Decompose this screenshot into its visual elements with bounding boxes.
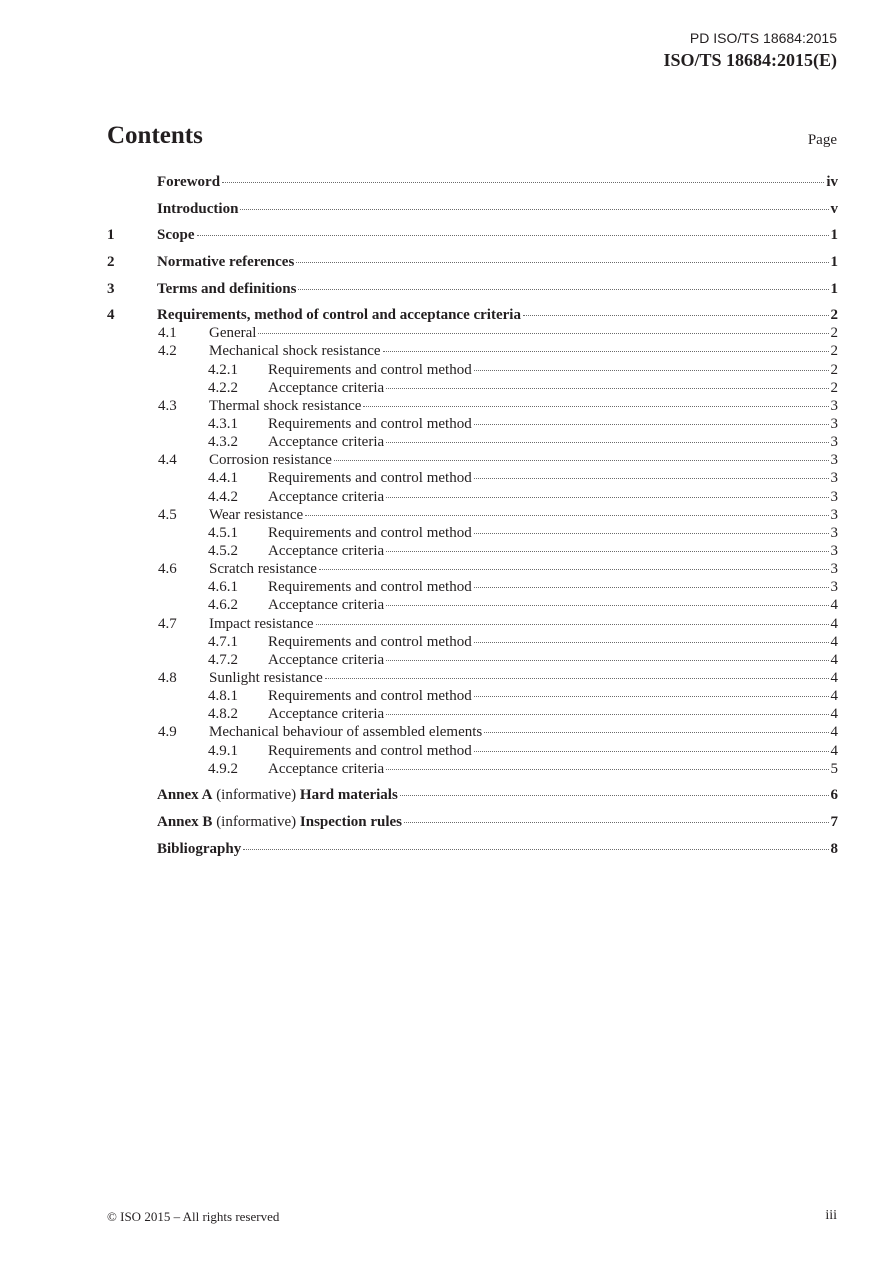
toc-entry-page: 3 xyxy=(830,543,838,560)
toc-entry-number: 4.7 xyxy=(158,615,177,632)
toc-entry-label xyxy=(268,488,384,506)
toc-entry-label xyxy=(268,361,472,379)
toc-entry[interactable] xyxy=(107,506,838,524)
toc-entry-label xyxy=(157,280,296,298)
toc-entry-title: Requirements and control method xyxy=(268,579,472,596)
toc-entry-label xyxy=(209,451,332,469)
dot-leader xyxy=(474,692,829,697)
toc-entry-title: Requirements and control method xyxy=(268,688,472,705)
toc-entry-title: Foreword xyxy=(157,174,221,190)
toc-entry-label xyxy=(268,687,472,705)
dot-leader xyxy=(222,178,824,183)
toc-entry-label xyxy=(209,560,317,578)
toc-entry-label xyxy=(157,813,402,831)
dot-leader xyxy=(386,438,828,443)
toc-entry[interactable] xyxy=(107,813,838,831)
toc-entry-page: 3 xyxy=(830,416,838,433)
toc-entry[interactable] xyxy=(107,651,838,669)
toc-entry-page: 3 xyxy=(830,452,838,469)
toc-entry-page: 7 xyxy=(830,814,838,830)
toc-entry-page: 4 xyxy=(830,670,838,687)
toc-entry-label xyxy=(157,840,241,858)
toc-entry-page: 4 xyxy=(830,724,838,741)
dot-leader xyxy=(386,710,828,715)
toc-entry-page: 5 xyxy=(830,760,838,777)
toc-entry-label xyxy=(157,173,220,191)
toc-entry-page: 4 xyxy=(830,597,838,614)
toc-entry-page: v xyxy=(830,200,838,217)
toc-entry-title: Requirements and control method xyxy=(268,524,472,541)
dot-leader xyxy=(474,529,829,534)
toc-entry[interactable] xyxy=(107,705,838,723)
toc-entry-label xyxy=(157,306,521,324)
toc-entry-label xyxy=(268,379,384,397)
toc-entry-page: 2 xyxy=(830,325,838,342)
dot-leader xyxy=(298,285,828,290)
toc-entry-title: Mechanical shock resistance xyxy=(209,343,381,360)
dot-leader xyxy=(316,620,829,625)
toc-entry-label xyxy=(209,397,361,415)
toc-entry-annex-type: (informative) xyxy=(212,814,300,830)
toc-entry-number: 3 xyxy=(107,280,115,297)
toc-entry-label xyxy=(268,633,472,651)
toc-entry[interactable] xyxy=(107,742,838,760)
toc-entry-page: 3 xyxy=(830,470,838,487)
toc-entry-label xyxy=(268,742,472,760)
page-number: iii xyxy=(825,1208,837,1223)
toc-entry-title: Scope xyxy=(157,227,195,244)
toc-entry-title: Wear resistance xyxy=(209,506,304,523)
dot-leader xyxy=(474,638,829,643)
dot-leader xyxy=(474,474,829,479)
toc-entry-title: Acceptance criteria xyxy=(268,434,385,451)
toc-entry[interactable] xyxy=(107,469,838,487)
toc-entry-number: 4.5.1 xyxy=(208,524,238,541)
dot-leader xyxy=(474,366,829,371)
toc-entry-label xyxy=(209,669,323,687)
toc-entry[interactable] xyxy=(107,324,838,342)
toc-entry[interactable] xyxy=(107,633,838,651)
dot-leader xyxy=(240,205,828,210)
toc-entry-label xyxy=(268,705,384,723)
toc-entry-number: 4.9.1 xyxy=(208,742,238,759)
dot-leader xyxy=(386,765,828,770)
dot-leader xyxy=(197,231,829,236)
toc-entry-title: Requirements and control method xyxy=(268,416,472,433)
toc-entry-page: 3 xyxy=(830,397,838,414)
toc-entry-title: Introduction xyxy=(157,200,239,217)
toc-entry[interactable] xyxy=(107,723,838,741)
toc-entry[interactable] xyxy=(107,786,838,804)
toc-entry-title: Requirements and control method xyxy=(268,742,472,759)
toc-entry-page: 4 xyxy=(830,688,838,705)
toc-entry[interactable] xyxy=(107,361,838,379)
toc-entry-page: 6 xyxy=(830,787,838,804)
dot-leader xyxy=(386,493,828,498)
toc-entry-label xyxy=(209,324,256,342)
dot-leader xyxy=(305,511,828,516)
toc-entry-title: Normative references xyxy=(157,253,295,270)
toc-entry-number: 4.8.1 xyxy=(208,688,238,705)
toc-entry-title: Acceptance criteria xyxy=(268,488,385,505)
toc-entry-number: 4.4.1 xyxy=(208,470,238,487)
toc-entry[interactable] xyxy=(107,669,838,687)
toc-entry-number: 4.4 xyxy=(158,452,177,469)
toc-entry-title: Corrosion resistance xyxy=(209,452,332,469)
toc-entry-page: 3 xyxy=(830,524,838,541)
toc-entry-page: 4 xyxy=(830,742,838,759)
toc-entry-title: Annex B xyxy=(157,814,213,830)
toc-entry-page: 8 xyxy=(830,840,838,857)
toc-entry-page: 3 xyxy=(830,579,838,596)
toc-entry[interactable] xyxy=(107,253,838,271)
dot-leader xyxy=(404,818,829,823)
toc-entry-label xyxy=(157,253,294,271)
toc-entry-title: Bibliography xyxy=(157,840,242,857)
toc-entry-label xyxy=(157,226,195,244)
toc-entry-number: 4.8.2 xyxy=(208,706,238,723)
toc-entry[interactable] xyxy=(107,488,838,506)
toc-entry[interactable] xyxy=(107,397,838,415)
dot-leader xyxy=(523,311,829,316)
toc-entry-annex-title: Hard materials xyxy=(299,787,398,804)
dot-leader xyxy=(400,791,829,796)
toc-entry-label xyxy=(209,342,381,360)
toc-entry-title: Requirements and control method xyxy=(268,361,472,378)
toc-entry[interactable] xyxy=(107,687,838,705)
toc-entry-number: 4.5.2 xyxy=(208,543,238,560)
toc-entry-label xyxy=(209,506,303,524)
toc-entry-title: Thermal shock resistance xyxy=(209,397,362,414)
toc-entry-label xyxy=(209,615,314,633)
toc-entry[interactable] xyxy=(107,415,838,433)
toc-entry-page: 4 xyxy=(830,633,838,650)
toc-entry-title: Acceptance criteria xyxy=(268,597,385,614)
dot-leader xyxy=(325,674,829,679)
toc-entry-title: Acceptance criteria xyxy=(268,379,385,396)
toc-entry[interactable] xyxy=(107,173,838,191)
document-identifier: PD ISO/TS 18684:2015 xyxy=(689,30,837,46)
toc-entry-title: Acceptance criteria xyxy=(268,543,385,560)
toc-entry-label xyxy=(268,415,472,433)
standard-reference: ISO/TS 18684:2015(E) xyxy=(663,50,837,70)
toc-entry-label xyxy=(268,433,384,451)
toc-entry-number: 4.1 xyxy=(158,325,177,342)
toc-entry-page: 4 xyxy=(830,651,838,668)
page-title: Contents xyxy=(107,122,203,149)
dot-leader xyxy=(334,456,829,461)
toc-entry-number: 4.8 xyxy=(158,670,177,687)
toc-entry-label xyxy=(268,578,472,596)
toc-entry-page: 4 xyxy=(830,706,838,723)
toc-entry-number: 4.9 xyxy=(158,724,177,741)
dot-leader xyxy=(383,347,829,352)
toc-entry-number: 4.2.2 xyxy=(208,379,238,396)
toc-entry-page: 3 xyxy=(830,506,838,523)
toc-entry-title: General xyxy=(209,325,257,342)
toc-entry-page: 1 xyxy=(830,280,838,297)
toc-entry[interactable] xyxy=(107,542,838,560)
dot-leader xyxy=(386,384,828,389)
toc-entry-page: 2 xyxy=(830,343,838,360)
toc-entry[interactable] xyxy=(107,342,838,360)
toc-entry-title: Impact resistance xyxy=(209,615,314,632)
toc-entry-label xyxy=(157,200,238,218)
toc-entry-page: iv xyxy=(826,174,838,190)
toc-entry-number: 4.6.1 xyxy=(208,579,238,596)
toc-entry-title: Acceptance criteria xyxy=(268,651,385,668)
toc-entry-title: Terms and definitions xyxy=(157,280,297,297)
toc-entry-number: 4.3.2 xyxy=(208,434,238,451)
toc-entry-page: 1 xyxy=(830,253,838,270)
toc-entry-title: Requirements and control method xyxy=(268,633,472,650)
toc-entry-label xyxy=(157,786,398,804)
toc-entry[interactable] xyxy=(107,560,838,578)
toc-entry-number: 4.3.1 xyxy=(208,416,238,433)
dot-leader xyxy=(474,747,829,752)
dot-leader xyxy=(386,547,828,552)
toc-entry-title: Mechanical behaviour of assembled elements xyxy=(209,724,483,741)
toc-entry-label xyxy=(268,542,384,560)
toc-entry-title: Scratch resistance xyxy=(209,561,317,578)
toc-entry-title: Requirements and control method xyxy=(268,470,472,487)
toc-entry[interactable] xyxy=(107,379,838,397)
toc-entry-number: 4.7.2 xyxy=(208,651,238,668)
toc-entry[interactable] xyxy=(107,306,838,324)
toc-entry[interactable] xyxy=(107,840,838,858)
dot-leader xyxy=(258,329,828,334)
toc-entry-number: 4.5 xyxy=(158,506,177,523)
toc-entry-number: 2 xyxy=(107,253,115,270)
dot-leader xyxy=(319,565,829,570)
page-column-label: Page xyxy=(807,132,837,148)
toc-entry[interactable] xyxy=(107,200,838,218)
toc-entry-number: 4.6 xyxy=(158,561,177,578)
toc-entry-page: 2 xyxy=(830,307,838,324)
toc-entry-number: 4.3 xyxy=(158,397,177,414)
toc-entry-title: Annex A xyxy=(157,787,213,804)
dot-leader xyxy=(363,402,828,407)
toc-entry[interactable] xyxy=(107,760,838,778)
toc-entry-page: 2 xyxy=(830,379,838,396)
dot-leader xyxy=(386,656,828,661)
toc-entry-number: 1 xyxy=(107,227,115,244)
dot-leader xyxy=(474,583,829,588)
toc-entry[interactable] xyxy=(107,226,838,244)
toc-entry-page: 3 xyxy=(830,561,838,578)
toc-entry[interactable] xyxy=(107,433,838,451)
dot-leader xyxy=(474,420,829,425)
copyright-notice: © ISO 2015 – All rights reserved xyxy=(107,1209,280,1224)
toc-entry-title: Acceptance criteria xyxy=(268,760,385,777)
toc-entry-page: 1 xyxy=(830,227,838,244)
toc-entry[interactable] xyxy=(107,615,838,633)
toc-entry-annex-title: Inspection rules xyxy=(299,814,402,830)
toc-entry-label xyxy=(268,524,472,542)
toc-entry-number: 4 xyxy=(107,307,115,324)
toc-entry-label xyxy=(268,469,472,487)
toc-entry-page: 3 xyxy=(830,434,838,451)
toc-entry-number: 4.6.2 xyxy=(208,597,238,614)
dot-leader xyxy=(386,601,828,606)
toc-entry-label xyxy=(268,596,384,614)
toc-entry-page: 4 xyxy=(830,615,838,632)
toc-entry-number: 4.7.1 xyxy=(208,633,238,650)
toc-entry-title: Acceptance criteria xyxy=(268,706,385,723)
toc-entry-number: 4.4.2 xyxy=(208,488,238,505)
toc-entry[interactable] xyxy=(107,596,838,614)
toc-entry-label xyxy=(209,723,482,741)
toc-entry-page: 3 xyxy=(830,488,838,505)
toc-entry[interactable] xyxy=(107,280,838,298)
toc-entry[interactable] xyxy=(107,578,838,596)
toc-entry-annex-type: (informative) xyxy=(212,787,300,804)
toc-entry[interactable] xyxy=(107,451,838,469)
toc-entry-label xyxy=(268,760,384,778)
toc-entry[interactable] xyxy=(107,524,838,542)
table-of-contents xyxy=(107,173,838,858)
dot-leader xyxy=(484,728,828,733)
toc-entry-number: 4.2.1 xyxy=(208,361,238,378)
toc-entry-number: 4.2 xyxy=(158,343,177,360)
toc-entry-label xyxy=(268,651,384,669)
dot-leader xyxy=(296,258,828,263)
toc-entry-title: Sunlight resistance xyxy=(209,670,323,687)
toc-entry-page: 2 xyxy=(830,361,838,378)
dot-leader xyxy=(243,845,828,850)
toc-entry-title: Requirements, method of control and acceptance criteria xyxy=(157,307,521,324)
toc-entry-number: 4.9.2 xyxy=(208,760,238,777)
